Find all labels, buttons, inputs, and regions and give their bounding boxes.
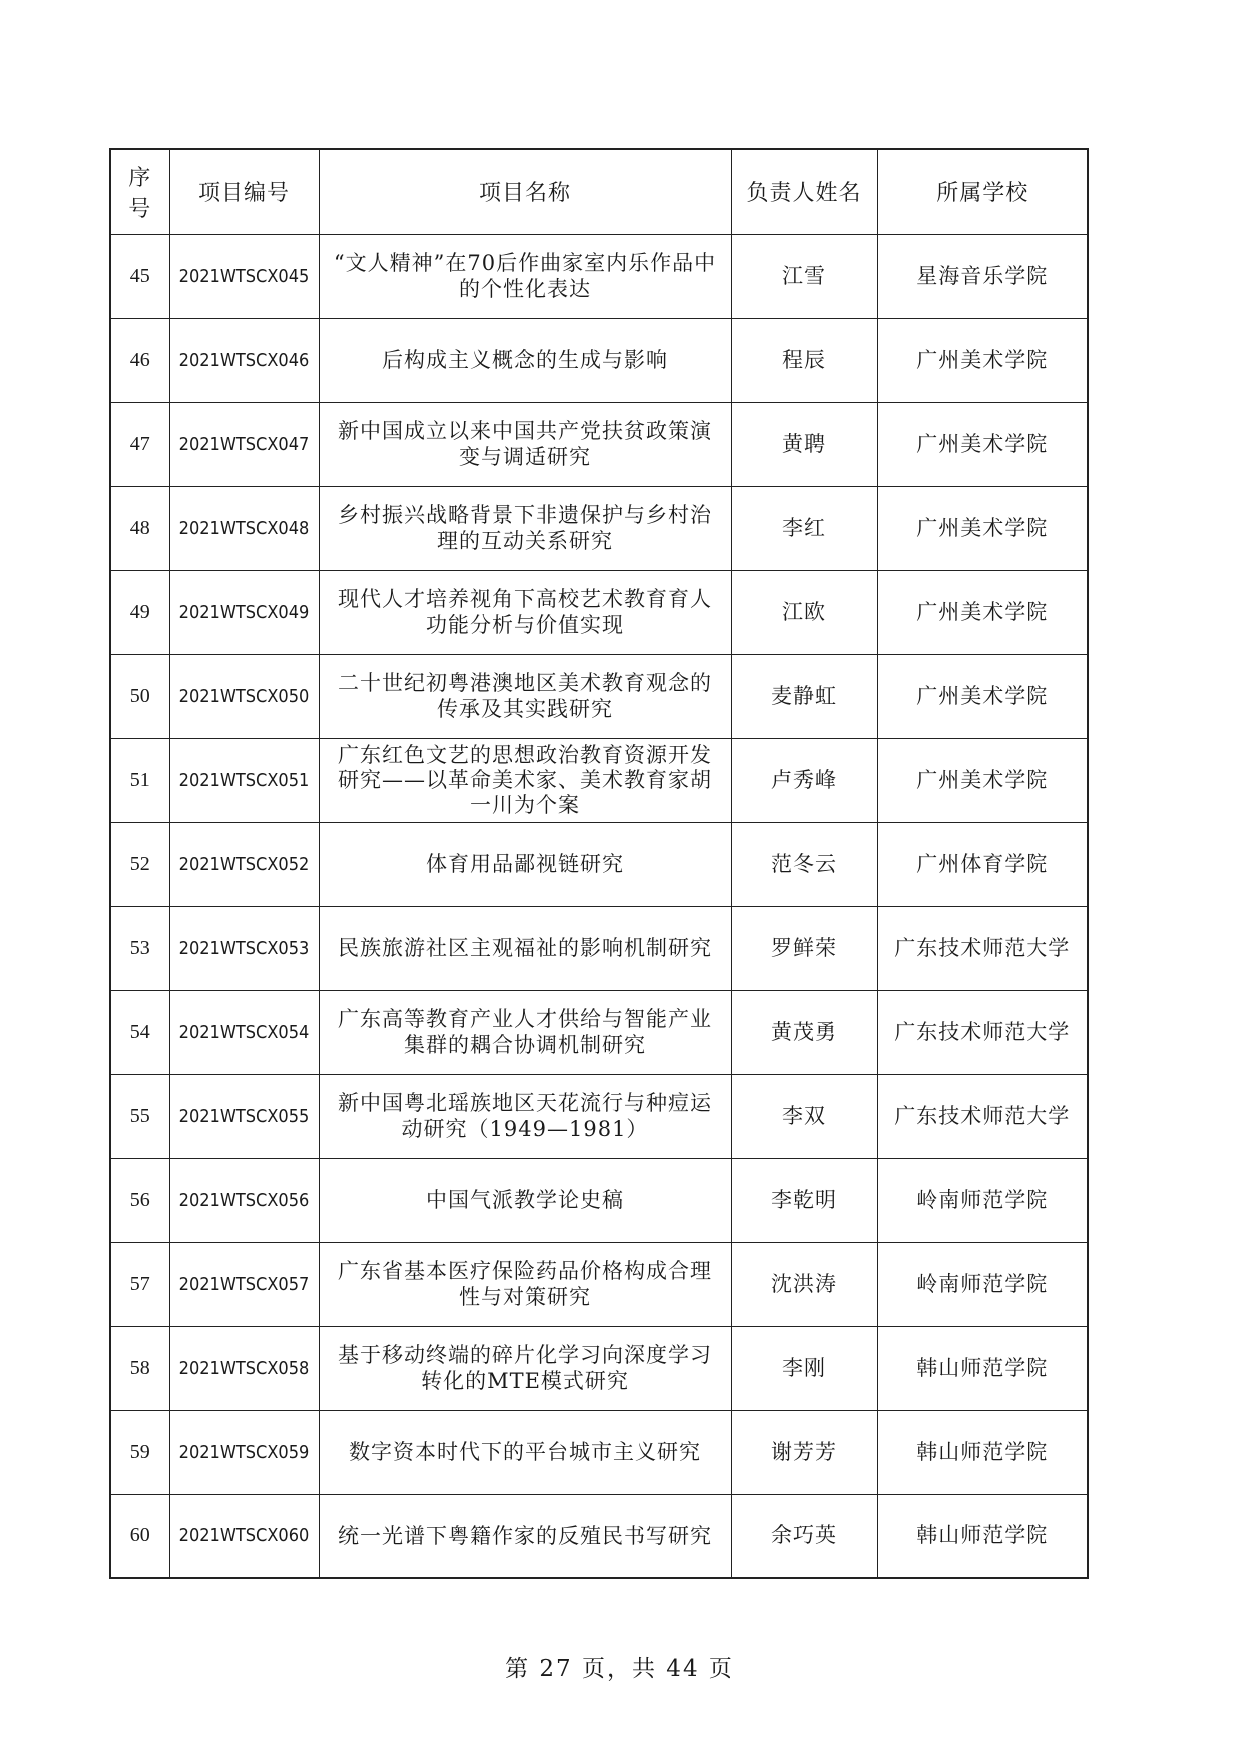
cell-person: 黄茂勇 — [731, 990, 877, 1074]
cell-school: 韩山师范学院 — [877, 1494, 1088, 1578]
cell-school: 广州美术学院 — [877, 318, 1088, 402]
header-school: 所属学校 — [877, 149, 1088, 234]
cell-school: 韩山师范学院 — [877, 1410, 1088, 1494]
header-row — [110, 149, 1088, 234]
table-row — [110, 1326, 1088, 1410]
cell-school: 广州美术学院 — [877, 654, 1088, 738]
cell-name: 广东高等教育产业人才供给与智能产业集群的耦合协调机制研究 — [319, 990, 731, 1074]
cell-name: 新中国粤北瑶族地区天花流行与种痘运动研究（1949—1981） — [319, 1074, 731, 1158]
table-row — [110, 738, 1088, 822]
cell-code: 2021WTSCX045 — [169, 234, 319, 318]
cell-code: 2021WTSCX048 — [169, 486, 319, 570]
cell-code: 2021WTSCX058 — [169, 1326, 319, 1410]
cell-name: 二十世纪初粤港澳地区美术教育观念的传承及其实践研究 — [319, 654, 731, 738]
cell-no: 51 — [110, 738, 169, 822]
cell-no: 49 — [110, 570, 169, 654]
table-row — [110, 1158, 1088, 1242]
cell-school: 广州美术学院 — [877, 486, 1088, 570]
cell-code: 2021WTSCX051 — [169, 738, 319, 822]
cell-school: 岭南师范学院 — [877, 1242, 1088, 1326]
cell-no: 46 — [110, 318, 169, 402]
cell-school: 广州美术学院 — [877, 738, 1088, 822]
table-row — [110, 318, 1088, 402]
cell-name: 后构成主义概念的生成与影响 — [319, 318, 731, 402]
cell-name: 民族旅游社区主观福祉的影响机制研究 — [319, 906, 731, 990]
cell-name: 数字资本时代下的平台城市主义研究 — [319, 1410, 731, 1494]
cell-school: 韩山师范学院 — [877, 1326, 1088, 1410]
cell-school: 星海音乐学院 — [877, 234, 1088, 318]
cell-no: 48 — [110, 486, 169, 570]
cell-person: 李双 — [731, 1074, 877, 1158]
cell-person: 李刚 — [731, 1326, 877, 1410]
cell-no: 54 — [110, 990, 169, 1074]
cell-school: 广州体育学院 — [877, 822, 1088, 906]
cell-no: 53 — [110, 906, 169, 990]
table-header — [110, 149, 1088, 234]
cell-name: 广东省基本医疗保险药品价格构成合理性与对策研究 — [319, 1242, 731, 1326]
cell-person: 李乾明 — [731, 1158, 877, 1242]
cell-name: 统一光谱下粤籍作家的反殖民书写研究 — [319, 1494, 731, 1578]
cell-no: 57 — [110, 1242, 169, 1326]
header-person: 负责人姓名 — [731, 149, 877, 234]
cell-name: 广东红色文艺的思想政治教育资源开发研究——以革命美术家、美术教育家胡一川为个案 — [319, 738, 731, 822]
table-row — [110, 486, 1088, 570]
cell-name: 现代人才培养视角下高校艺术教育育人功能分析与价值实现 — [319, 570, 731, 654]
cell-name: “文人精神”在70后作曲家室内乐作品中的个性化表达 — [319, 234, 731, 318]
cell-no: 58 — [110, 1326, 169, 1410]
cell-code: 2021WTSCX052 — [169, 822, 319, 906]
table-row — [110, 234, 1088, 318]
cell-no: 50 — [110, 654, 169, 738]
header-no: 序号 — [110, 149, 169, 234]
cell-code: 2021WTSCX053 — [169, 906, 319, 990]
cell-name: 中国气派教学论史稿 — [319, 1158, 731, 1242]
cell-code: 2021WTSCX060 — [169, 1494, 319, 1578]
cell-no: 45 — [110, 234, 169, 318]
cell-no: 59 — [110, 1410, 169, 1494]
cell-code: 2021WTSCX046 — [169, 318, 319, 402]
table-row — [110, 1494, 1088, 1578]
table-row — [110, 570, 1088, 654]
cell-person: 李红 — [731, 486, 877, 570]
cell-no: 55 — [110, 1074, 169, 1158]
project-list-table — [109, 148, 1089, 1579]
table-row — [110, 990, 1088, 1074]
cell-school: 广州美术学院 — [877, 570, 1088, 654]
table-row — [110, 906, 1088, 990]
cell-person: 范冬云 — [731, 822, 877, 906]
cell-code: 2021WTSCX050 — [169, 654, 319, 738]
cell-no: 60 — [110, 1494, 169, 1578]
cell-person: 余巧英 — [731, 1494, 877, 1578]
cell-name: 乡村振兴战略背景下非遗保护与乡村治理的互动关系研究 — [319, 486, 731, 570]
cell-code: 2021WTSCX047 — [169, 402, 319, 486]
cell-person: 江欧 — [731, 570, 877, 654]
cell-code: 2021WTSCX057 — [169, 1242, 319, 1326]
cell-person: 江雪 — [731, 234, 877, 318]
cell-no: 47 — [110, 402, 169, 486]
cell-person: 麦静虹 — [731, 654, 877, 738]
cell-person: 黄聘 — [731, 402, 877, 486]
cell-person: 程辰 — [731, 318, 877, 402]
cell-code: 2021WTSCX059 — [169, 1410, 319, 1494]
cell-code: 2021WTSCX056 — [169, 1158, 319, 1242]
cell-name: 基于移动终端的碎片化学习向深度学习转化的MTE模式研究 — [319, 1326, 731, 1410]
table-body — [110, 234, 1088, 1578]
cell-person: 沈洪涛 — [731, 1242, 877, 1326]
cell-code: 2021WTSCX049 — [169, 570, 319, 654]
table-row — [110, 822, 1088, 906]
cell-name: 新中国成立以来中国共产党扶贫政策演变与调适研究 — [319, 402, 731, 486]
table-row — [110, 1242, 1088, 1326]
cell-no: 56 — [110, 1158, 169, 1242]
cell-person: 卢秀峰 — [731, 738, 877, 822]
cell-code: 2021WTSCX054 — [169, 990, 319, 1074]
cell-school: 广州美术学院 — [877, 402, 1088, 486]
table-row — [110, 402, 1088, 486]
table-row — [110, 654, 1088, 738]
cell-name: 体育用品鄙视链研究 — [319, 822, 731, 906]
cell-person: 罗鲜荣 — [731, 906, 877, 990]
cell-person: 谢芳芳 — [731, 1410, 877, 1494]
cell-code: 2021WTSCX055 — [169, 1074, 319, 1158]
table-row — [110, 1074, 1088, 1158]
header-name: 项目名称 — [319, 149, 731, 234]
cell-school: 广东技术师范大学 — [877, 906, 1088, 990]
cell-no: 52 — [110, 822, 169, 906]
cell-school: 广东技术师范大学 — [877, 1074, 1088, 1158]
cell-school: 岭南师范学院 — [877, 1158, 1088, 1242]
table-row — [110, 1410, 1088, 1494]
header-code: 项目编号 — [169, 149, 319, 234]
page-number: 第 27 页，共 44 页 — [505, 1656, 734, 1682]
cell-school: 广东技术师范大学 — [877, 990, 1088, 1074]
